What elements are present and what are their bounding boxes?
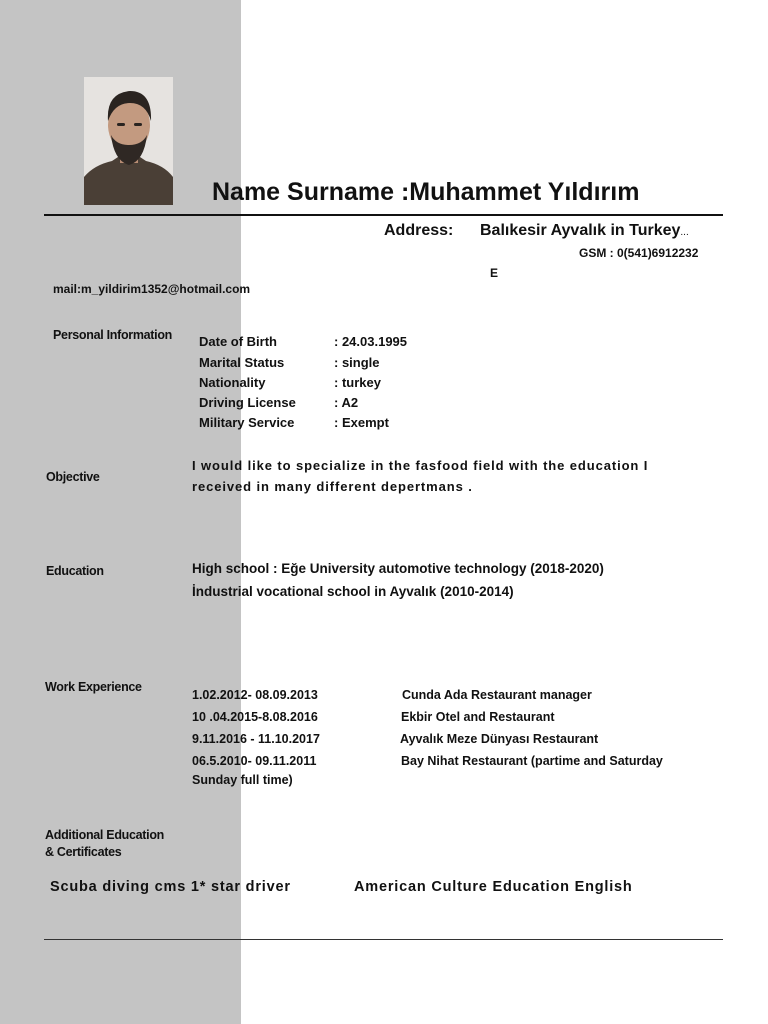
pi-label-nationality: Nationality: [199, 375, 266, 390]
objective-line-2: received in many different depertmans .: [192, 479, 473, 494]
section-title-additional-2: & Certificates: [45, 845, 122, 859]
footer-divider: [44, 939, 723, 940]
address-text: Balıkesir Ayvalık in Turkey: [480, 222, 681, 239]
work-place-4: Bay Nihat Restaurant (partime and Saturday: [401, 754, 663, 768]
pi-value-military: : Exempt: [334, 415, 389, 430]
address-value: [480, 222, 689, 240]
pi-value-birth: : 24.03.1995: [334, 334, 408, 349]
section-title-additional-1: Additional Education: [45, 828, 164, 842]
work-date-3: 9.11.2016 - 11.10.2017: [192, 732, 320, 746]
header-divider: [44, 214, 723, 216]
full-name-heading: Name Surname :Muhammet Yıldırım: [212, 178, 640, 206]
pi-value-nationality: : turkey: [334, 375, 381, 390]
work-place-3: Ayvalık Meze Dünyası Restaurant: [400, 732, 599, 746]
pi-label-birth: Date of Birth: [199, 334, 277, 349]
education-line-1: High school : Eğe University automotive technology (2018-2020): [192, 561, 604, 576]
work-continuation: Sunday full time): [192, 773, 293, 787]
pi-label-military: Military Service: [199, 415, 295, 430]
certificate-item-2: American Culture Education English: [354, 879, 633, 895]
objective-line-1: I would like to specialize in the fasfood field with the education I: [192, 458, 649, 473]
pi-label-license: Driving License: [199, 395, 296, 410]
education-line-2: İndustrial vocational school in Ayvalık (2010-2014): [192, 584, 514, 599]
section-title-education: Education: [46, 564, 104, 578]
work-date-4: 06.5.2010- 09.11.2011: [192, 754, 317, 768]
pi-value-marital: : single: [334, 355, 380, 370]
work-date-1: 1.02.2012- 08.09.2013: [192, 688, 318, 702]
email-address: mail:m_yildirim1352@hotmail.com: [53, 282, 251, 296]
address-label: Address:: [384, 222, 454, 239]
work-date-2: 10 .04.2015-8.08.2016: [192, 710, 318, 724]
profile-photo: [84, 77, 173, 205]
stray-letter-e: E: [490, 266, 499, 280]
pi-label-marital: Marital Status: [199, 355, 285, 370]
pi-value-license: : A2: [334, 395, 359, 410]
section-title-personal: Personal Information: [53, 328, 173, 342]
section-title-objective: Objective: [46, 470, 100, 484]
certificate-item-1: Scuba diving cms 1* star driver: [50, 879, 291, 895]
work-place-1: Cunda Ada Restaurant manager: [402, 688, 592, 702]
gsm-number: GSM : 0(541)6912232: [579, 246, 699, 260]
work-place-2: Ekbir Otel and Restaurant: [401, 710, 555, 724]
section-title-work: Work Experience: [45, 680, 142, 694]
address-ellipsis: ...: [680, 227, 689, 238]
